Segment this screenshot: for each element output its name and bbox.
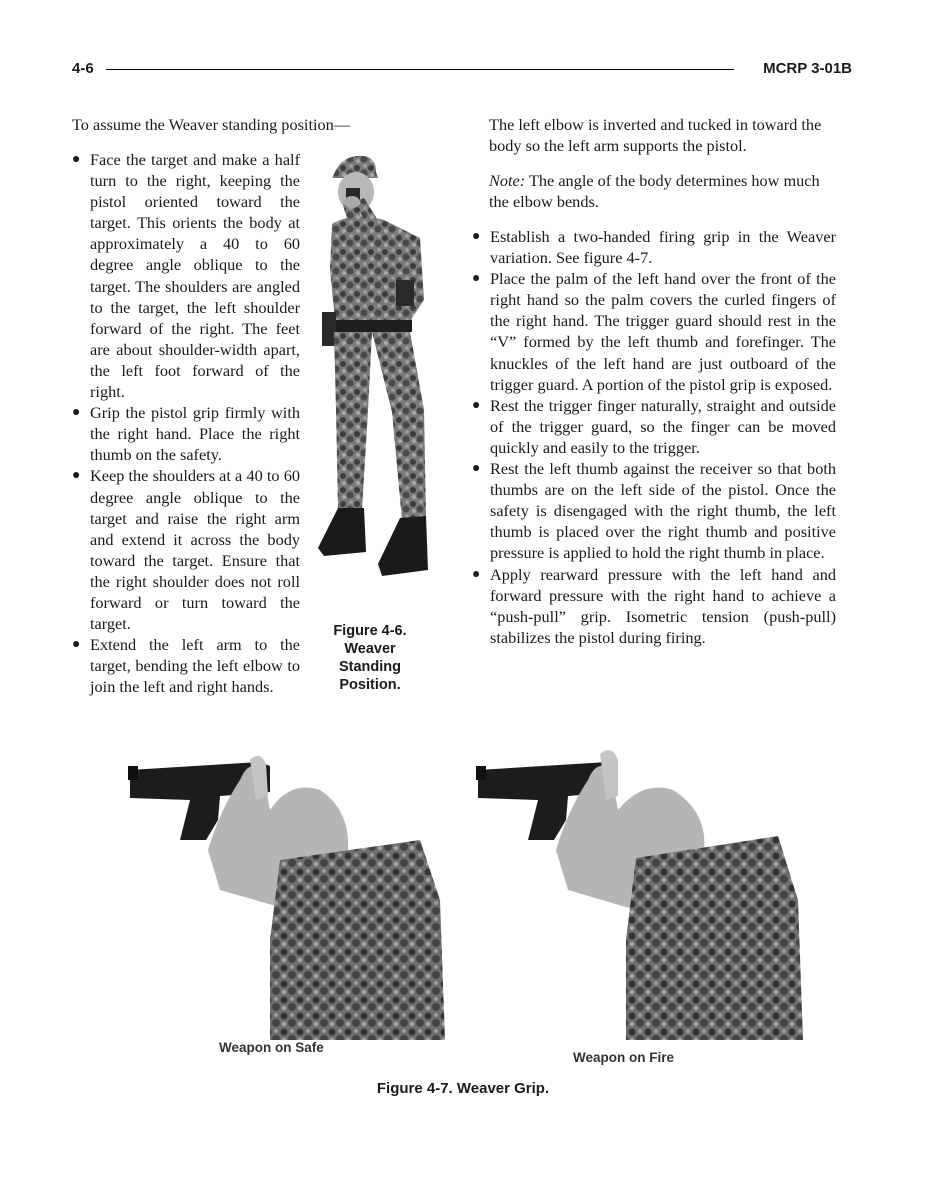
left-intro: To assume the Weaver standing position— bbox=[72, 115, 351, 134]
figure-4-7-caption: Figure 4-7. Weaver Grip. bbox=[376, 1080, 550, 1097]
list-item: ● Establish a two-handed firing grip in the Weaver variation. See figure 4-7. bbox=[472, 227, 836, 268]
document-id: MCRP 3-01B bbox=[763, 60, 852, 77]
note bbox=[489, 170, 836, 212]
header-rule bbox=[106, 69, 734, 70]
weapon-on-fire-photo bbox=[468, 740, 803, 1040]
bullet-icon: ● bbox=[72, 405, 81, 421]
bullet-icon: ● bbox=[72, 637, 81, 653]
note-text: The angle of the body determines how much the elbow bends. bbox=[489, 171, 820, 212]
list-item: ● Rest the left thumb against the receiver so that both thumbs are on the left side of the pistol. Once the safety is disengaged with the right thumb, the left thumb is placed over the right thumb and positive pressure is applied to hold the right thumb in place. bbox=[472, 459, 836, 563]
bullet-icon: ● bbox=[72, 468, 81, 484]
figure-4-6-caption: Figure 4-6. Weaver Standing Position. bbox=[333, 623, 407, 693]
list-item: ● Keep the shoulders at a 40 to 60 degree angle oblique to the target and raise the right arm and extend it across the body toward the target. Ensure that the right shoulder does not roll forward or turn toward the target. bbox=[72, 466, 300, 634]
bullet-icon: ● bbox=[472, 461, 481, 477]
page-header bbox=[72, 60, 852, 80]
weaver-standing-position-photo bbox=[312, 150, 436, 600]
list-item: ● Place the palm of the left hand over the front of the right hand so the palm covers the curled fingers of the right hand. The trigger guard should rest in the “V” formed by the left thumb and forefinger. The knuckles of the left hand are just outboard of the trigger guard. A portion of the pistol grip is exposed. bbox=[472, 269, 836, 394]
list-item: ● Rest the trigger finger naturally, straight and outside of the trigger guard, so the finger can be moved quickly and easily to the trigger. bbox=[472, 395, 836, 457]
weapon-on-safe-label: Weapon on Safe bbox=[219, 1040, 324, 1055]
page-number: 4-6 bbox=[72, 60, 94, 77]
list-item: ● Grip the pistol grip firmly with the right hand. Place the right thumb on the safety. bbox=[72, 403, 300, 465]
list-item: ● Face the target and make a half turn to the right, keeping the pistol oriented toward the target. This orients the body at approximately a 40 to 60 degree angle oblique to the target. The shoulders are angled to the target, the left shoulder forward of the right. The feet are about shoulder-width apart, the left foot forward of the right. bbox=[72, 150, 300, 402]
bullet-icon: ● bbox=[472, 566, 481, 582]
bullet-icon: ● bbox=[472, 229, 481, 244]
right-intro: The left elbow is inverted and tucked in toward the body so the left arm supports the pistol. bbox=[489, 115, 822, 156]
list-item: ● Extend the left arm to the target, bending the left elbow to join the left and right hands. bbox=[72, 635, 300, 697]
left-bullet-list bbox=[72, 149, 300, 697]
note-label: Note: bbox=[489, 171, 526, 190]
weapon-on-fire-label: Weapon on Fire bbox=[573, 1050, 675, 1065]
list-item: ● Apply rearward pressure with the left hand and forward pressure with the right hand to achieve a “push-pull” grip. Isometric tension (push-pull) stabilizes the pistol during firing. bbox=[472, 564, 836, 647]
bullet-icon: ● bbox=[472, 397, 481, 413]
right-bullet-list bbox=[472, 226, 836, 648]
bullet-icon: ● bbox=[72, 152, 81, 167]
weapon-on-safe-photo bbox=[120, 740, 445, 1040]
bullet-icon: ● bbox=[472, 271, 481, 287]
